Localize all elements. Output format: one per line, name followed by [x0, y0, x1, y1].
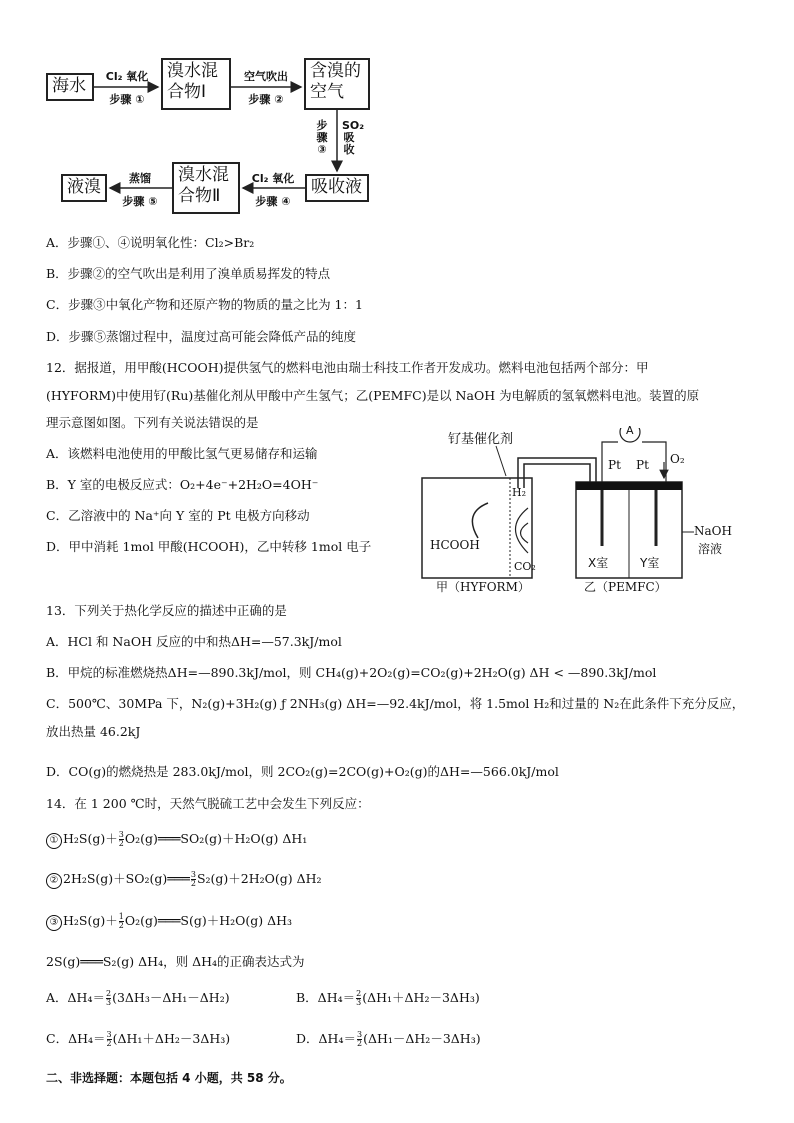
q14-stem: 14．在 1 200 ℃时，天然气脱硫工艺中会发生下列反应： — [46, 796, 370, 811]
o2-label: O₂ — [670, 452, 685, 466]
pt-left-label: Pt — [608, 458, 621, 472]
hcooh-label: HCOOH — [430, 538, 480, 552]
reaction-number-1: ① — [46, 833, 62, 849]
q12-stem-2: (HYFORM)中使用钌(Ru)基催化剂从甲酸中产生氢气；乙(PEMFC)是以 NaOH 为电解质的氢氧燃料电池。装置的原 — [46, 388, 700, 403]
arrow1-bottom: 步骤 ① — [109, 93, 145, 106]
q14-option-c: C．ΔH₄＝ $\frac{3}{2}$ (ΔH₁＋ΔH₂－3ΔH₃) — [46, 1030, 231, 1048]
q11-option-b: B．步骤②的空气吹出是利用了溴单质易挥发的特点 — [46, 266, 331, 281]
flow-box-seawater: 海水 — [46, 73, 94, 101]
arrow5-bottom: 步骤 ⑤ — [122, 195, 158, 208]
q14-reaction-1: ① H₂S(g)＋ $\frac{3}{2}$ O₂(g)═══SO₂(g)＋H₂O(g) ΔH₁ — [46, 829, 307, 849]
caption-jia: 甲（HYFORM） — [436, 580, 530, 594]
flow-box-bromine-mix-2: 溴水混 合物Ⅱ — [172, 162, 240, 214]
q13-option-b: B．甲烷的标准燃烧热ΔH=—890.3kJ/mol，则 CH₄(g)+2O₂(g)=CO₂(g)+2H₂O(g) ΔH < —890.3kJ/mol — [46, 665, 657, 680]
q14-option-a: A．ΔH₄＝ $\frac{2}{3}$ (3ΔH₃－ΔH₁－ΔH₂) — [46, 989, 230, 1007]
flow-box-absorption: 吸收液 — [305, 174, 369, 202]
q12-option-a: A．该燃料电池使用的甲酸比氢气更易储存和运输 — [46, 446, 318, 461]
q12-option-c: C．乙溶液中的 Na⁺向 Y 室的 Pt 电极方向移动 — [46, 508, 310, 523]
naoh-solution-label: 溶液 — [698, 542, 723, 556]
fraction-3-2: $\frac{3}{2}$ — [106, 1030, 112, 1048]
fraction-2-3: $\frac{2}{3}$ — [105, 989, 112, 1007]
q14-reaction-2: ② 2H₂S(g)＋SO₂(g)═══ $\frac{3}{2}$ S₂(g)＋2H₂O(g) ΔH₂ — [46, 869, 322, 889]
arrow4-top: Cl₂ 氧化 — [251, 172, 295, 185]
q13-stem: 13．下列关于热化学反应的描述中正确的是 — [46, 603, 287, 618]
q14-option-d: D．ΔH₄＝ $\frac{3}{2}$ (ΔH₁－ΔH₂－3ΔH₃) — [296, 1030, 481, 1048]
arrow3-left: 步骤③ — [316, 119, 328, 156]
q11-option-c: C．步骤③中氧化产物和还原产物的物质的量之比为 1：1 — [46, 297, 363, 312]
q11-option-a: A．步骤①、④说明氧化性：Cl₂>Br₂ — [46, 235, 255, 250]
caption-yi: 乙（PEMFC） — [584, 580, 667, 594]
section-2-heading: 二、非选择题：本题包括 4 小题，共 58 分。 — [46, 1071, 292, 1085]
q13-option-c-1: C．500℃、30MPa 下，N₂(g)+3H₂(g) ƒ 2NH₃(g) ΔH=—92.4kJ/mol，将 1.5mol H₂和过量的 N₂在此条件下充分反应， — [46, 696, 745, 711]
reaction-number-3: ③ — [46, 915, 62, 931]
fraction-3-2: $\frac{3}{2}$ — [118, 830, 124, 848]
flow-arrows — [0, 0, 400, 230]
h2-label: H₂ — [512, 486, 527, 499]
reaction-number-2: ② — [46, 873, 62, 889]
q12-stem-3: 理示意图如图。下列有关说法错误的是 — [46, 415, 259, 430]
q14-option-b: B．ΔH₄＝ $\frac{2}{3}$ (ΔH₁＋ΔH₂－3ΔH₃) — [296, 989, 480, 1007]
arrow3-right: SO₂吸收 — [342, 119, 365, 156]
q12-stem-1: 12．据报道，用甲酸(HCOOH)提供氢气的燃料电池由瑞士科技工作者开发成功。燃料电池包括两个部分：甲 — [46, 360, 649, 375]
q13-option-c-2: 放出热量 46.2kJ — [46, 724, 141, 739]
co2-label: CO₂ — [514, 560, 536, 573]
naoh-label: NaOH — [694, 524, 732, 538]
flow-box-bromine-mix-1: 溴水混 合物Ⅰ — [161, 58, 231, 110]
q14-reaction-4: 2S(g)═══S₂(g) ΔH₄，则 ΔH₄的正确表达式为 — [46, 954, 305, 969]
catalyst-label: 钌基催化剂 — [448, 432, 514, 447]
arrow2-bottom: 步骤 ② — [248, 93, 284, 106]
fraction-3-2: $\frac{3}{2}$ — [356, 1030, 363, 1048]
pt-right-label: Pt — [636, 458, 649, 472]
q11-option-d: D．步骤⑤蒸馏过程中，温度过高可能会降低产品的纯度 — [46, 329, 357, 344]
fuel-cell-figure — [418, 424, 738, 598]
arrow4-bottom: 步骤 ④ — [255, 195, 291, 208]
q14-reaction-3: ③ H₂S(g)＋ $\frac{1}{2}$ O₂(g)═══S(g)＋H₂O(g) ΔH₃ — [46, 911, 292, 931]
arrow2-top: 空气吹出 — [244, 70, 288, 83]
fraction-3-2: $\frac{3}{2}$ — [190, 870, 196, 888]
q12-option-b: B．Y 室的电极反应式：O₂+4e⁻+2H₂O=4OH⁻ — [46, 477, 319, 492]
arrow5-top: 蒸馏 — [129, 172, 151, 185]
q13-option-a: A．HCl 和 NaOH 反应的中和热ΔH=—57.3kJ/mol — [46, 634, 342, 649]
y-room-label: Y室 — [640, 556, 660, 570]
q12-option-d: D．甲中消耗 1mol 甲酸(HCOOH)，乙中转移 1mol 电子 — [46, 539, 372, 554]
fuel-cell-drawing — [418, 428, 738, 598]
q13-option-d: D．CO(g)的燃烧热是 283.0kJ/mol，则 2CO₂(g)=2CO(g)+O₂(g)的ΔH=—566.0kJ/mol — [46, 764, 559, 779]
flow-box-bromine-air: 含溴的 空气 — [304, 58, 370, 110]
fraction-2-3: $\frac{2}{3}$ — [356, 989, 362, 1007]
fraction-1-2: $\frac{1}{2}$ — [118, 912, 124, 930]
flow-box-liquid-bromine: 液溴 — [61, 174, 107, 202]
x-room-label: X室 — [588, 556, 609, 570]
ammeter-label: A — [626, 424, 634, 437]
arrow1-top: Cl₂ 氧化 — [105, 70, 149, 83]
